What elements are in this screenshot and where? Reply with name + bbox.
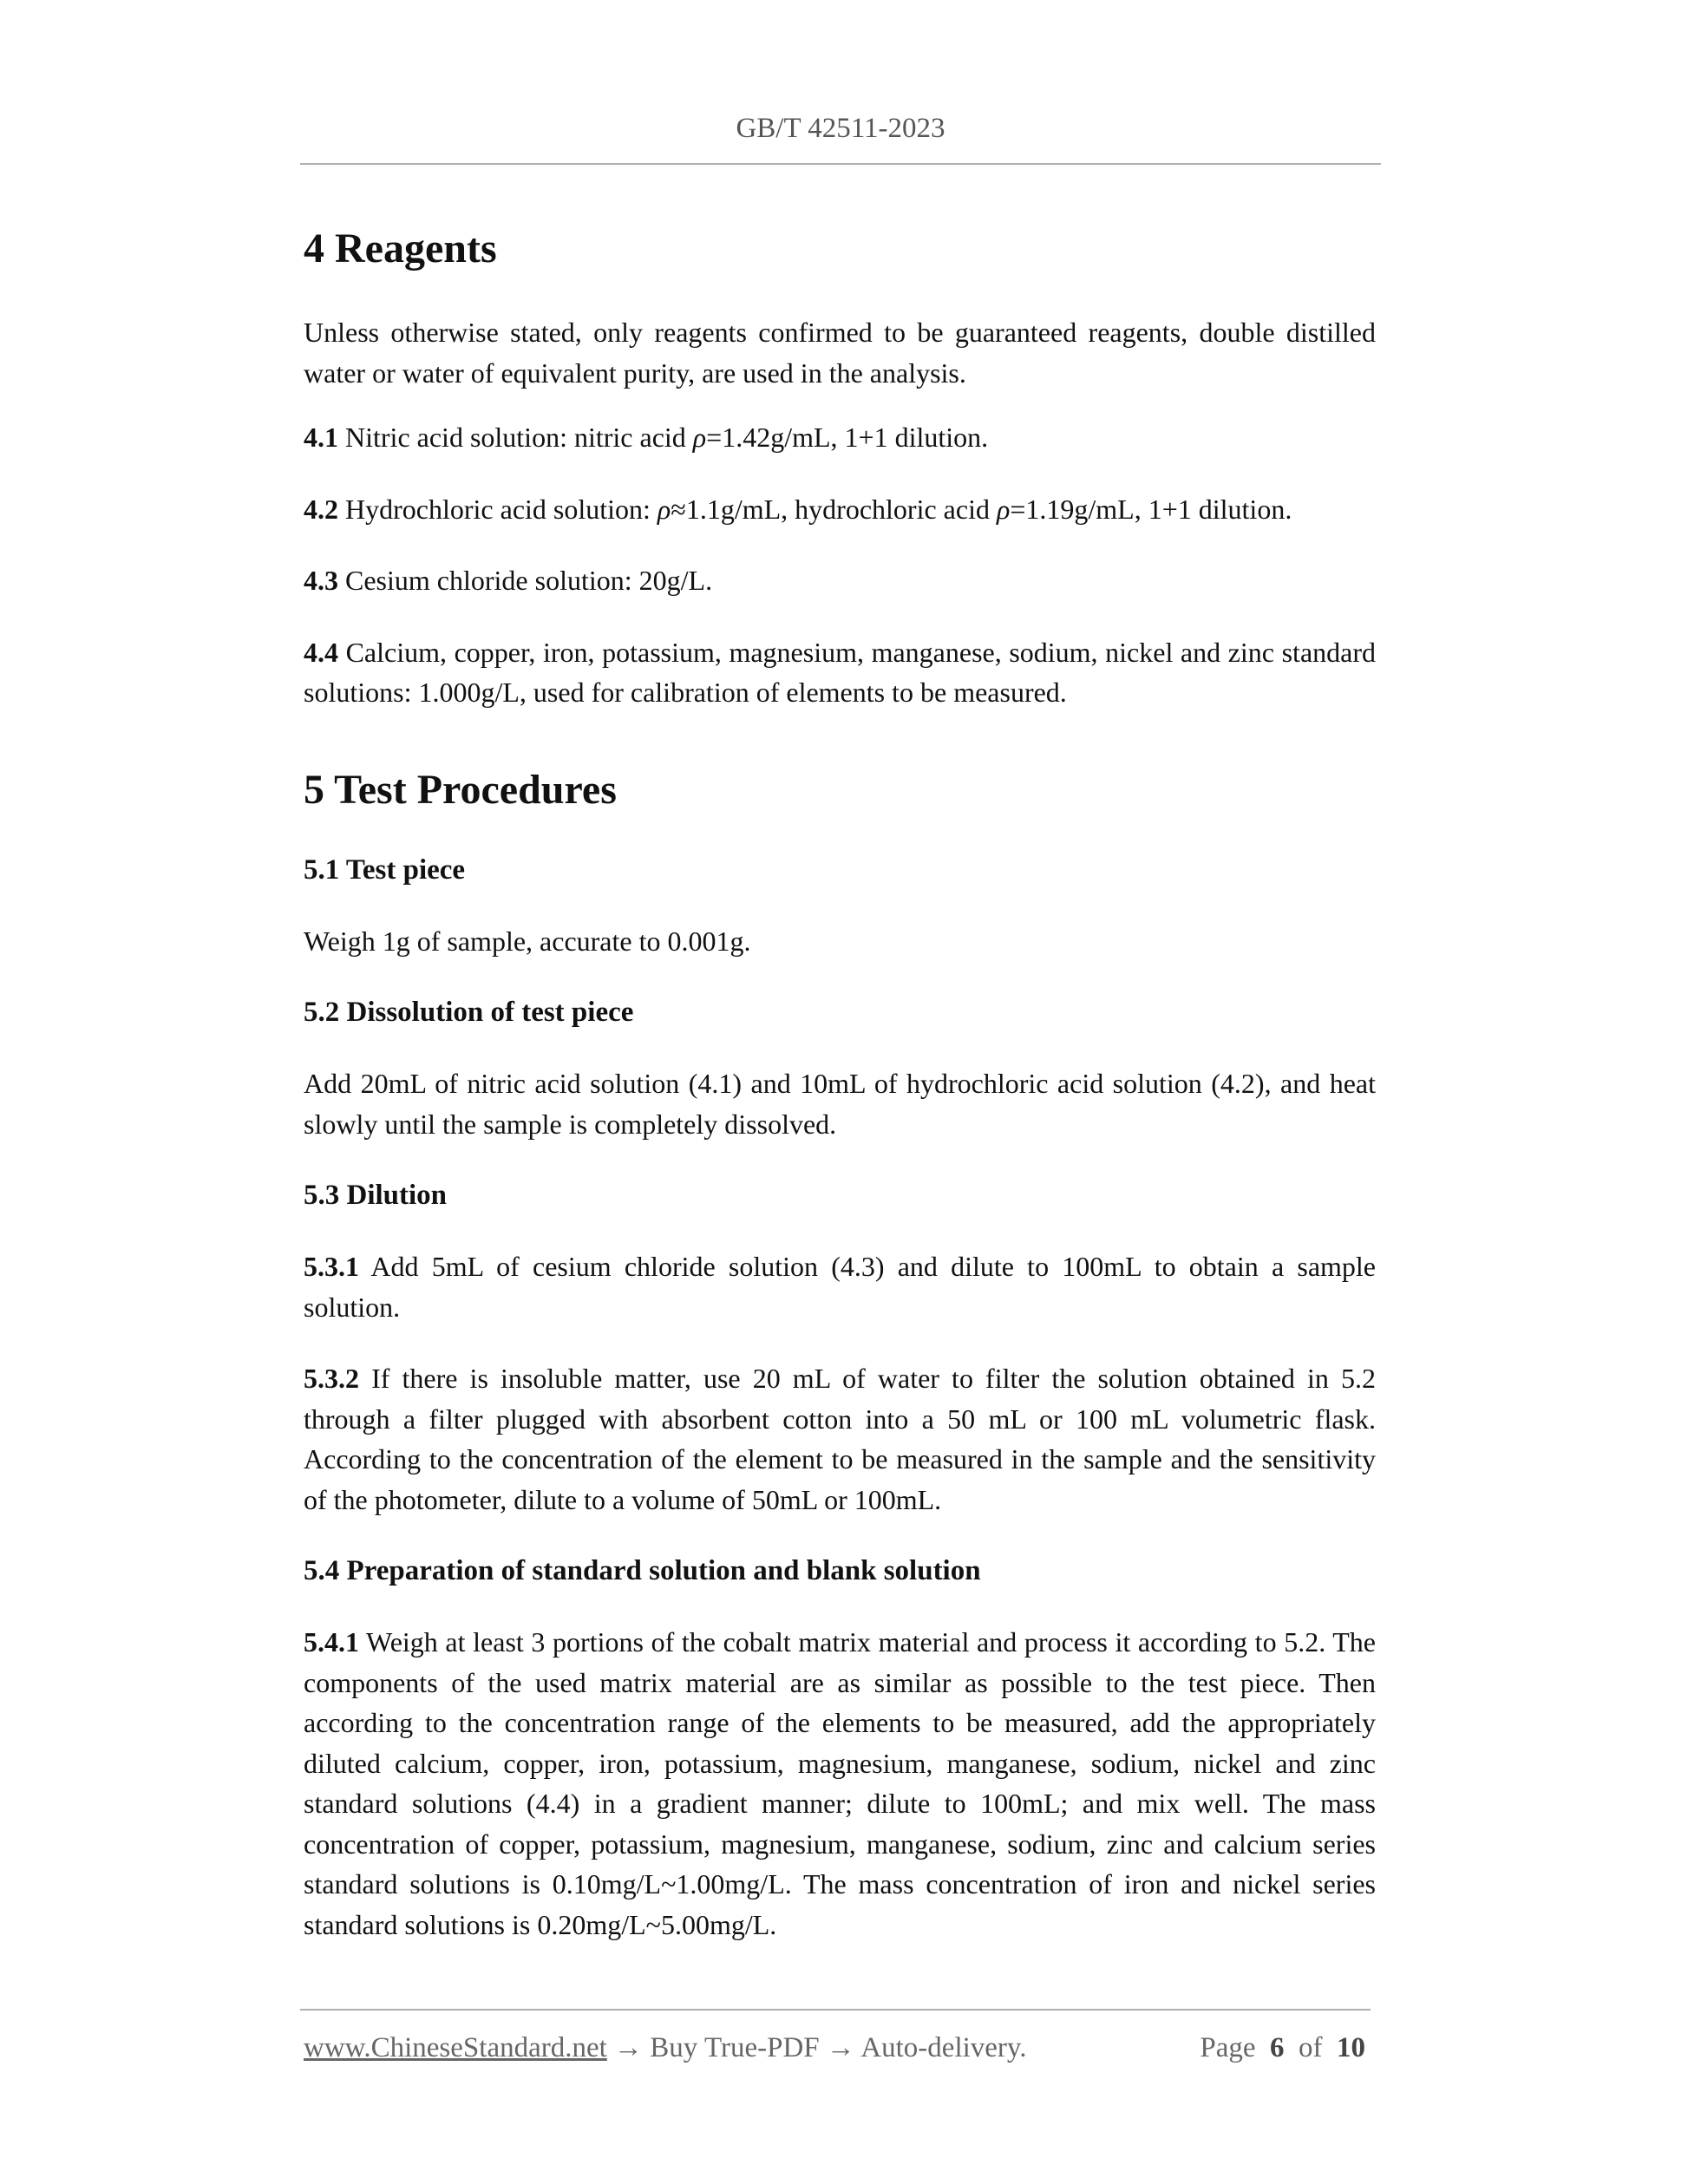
clause-5-3-1: 5.3.1 Add 5mL of cesium chloride solution (4.3) and dilute to 100mL to obtain a sample solution. bbox=[304, 1251, 1376, 1323]
clause-5-4-1: 5.4.1 Weigh at least 3 portions of the cobalt matrix material and process it according to 5.2. The components of the used matrix material are as similar as possible to the test piece. Then according to the concentration range of the elements to be measured, add the appropriately diluted calcium, copper, iron, potassium, magnesium, manganese, sodium, nickel and zinc standard solutions (4.4) in a gradient manner; dilute to 100mL; and mix well. The mass concentration of copper, potassium, magnesium, manganese, sodium, zinc and calcium series standard solutions is 0.10mg/L~1.00mg/L. The mass concentration of iron and nickel series standard solutions is 0.20mg/L~5.00mg/L. bbox=[304, 1626, 1376, 1940]
page-content bbox=[304, 219, 1376, 1945]
section-4-intro: Unless otherwise stated, only reagents confirmed to be guaranteed reagents, double distilled water or water of equivalent purity, are used in the analysis. bbox=[304, 317, 1376, 389]
clause-number: 5.4.1 bbox=[304, 1626, 359, 1658]
clause-5-3-heading: 5.3 Dilution bbox=[304, 1180, 448, 1211]
clause-number: 5.3.2 bbox=[304, 1363, 359, 1394]
clause-5-2-text: Add 20mL of nitric acid solution (4.1) and 10mL of hydrochloric acid solution (4.2), and heat slowly until the sample is completely dissolved. bbox=[304, 1068, 1376, 1140]
clause-5-1-text: Weigh 1g of sample, accurate to 0.001g. bbox=[304, 925, 751, 957]
clause-5-2-heading: 5.2 Dissolution of test piece bbox=[304, 997, 634, 1028]
clause-4-1: 4.1 Nitric acid solution: nitric acid ρ=1.42g/mL, 1+1 dilution. bbox=[304, 422, 989, 453]
header-divider bbox=[300, 163, 1381, 165]
page-number: Page 6 of 10 bbox=[1200, 2032, 1365, 2063]
clause-5-1-heading: 5.1 Test piece bbox=[304, 853, 466, 886]
footer-promo bbox=[304, 2026, 1027, 2070]
website-link[interactable]: www.ChineseStandard.net bbox=[304, 2032, 607, 2063]
clause-number: 4.3 bbox=[304, 565, 338, 596]
clause-5-4-heading: 5.4 Preparation of standard solution and blank solution bbox=[304, 1555, 981, 1586]
page-footer bbox=[304, 2026, 1365, 2070]
clause-5-3-2: 5.3.2 If there is insoluble matter, use 20 mL of water to filter the solution obtained in 5.2 through a filter plugged with absorbent cotton into a 50 mL or 100 mL volumetric flask. According to the concentration of the element to be measured in the sample and the sensitivity of the photometer, dilute to a volume of 50mL or 100mL. bbox=[304, 1363, 1376, 1515]
clause-number: 4.4 bbox=[304, 636, 338, 668]
footer-divider bbox=[300, 2009, 1371, 2011]
footer-promo-text: → Buy True-PDF → Auto-delivery. bbox=[606, 2032, 1027, 2063]
clause-4-2: 4.2 Hydrochloric acid solution: ρ≈1.1g/mL, hydrochloric acid ρ=1.19g/mL, 1+1 dilution. bbox=[304, 493, 1292, 525]
current-page: 6 bbox=[1270, 2032, 1285, 2063]
clause-number: 4.1 bbox=[304, 422, 338, 453]
clause-4-3: 4.3 Cesium chloride solution: 20g/L. bbox=[304, 565, 713, 596]
section-4-title: 4 Reagents bbox=[304, 226, 497, 271]
clause-4-4: 4.4 Calcium, copper, iron, potassium, magnesium, manganese, sodium, nickel and zinc standard solutions: 1.000g/L, used for calibration of elements to be measured. bbox=[304, 636, 1376, 708]
clause-number: 4.2 bbox=[304, 493, 338, 525]
clause-number: 5.3.1 bbox=[304, 1251, 359, 1282]
document-code-header: GB/T 42511-2023 bbox=[736, 113, 945, 144]
section-5-title: 5 Test Procedures bbox=[304, 766, 617, 813]
total-pages: 10 bbox=[1337, 2032, 1365, 2063]
